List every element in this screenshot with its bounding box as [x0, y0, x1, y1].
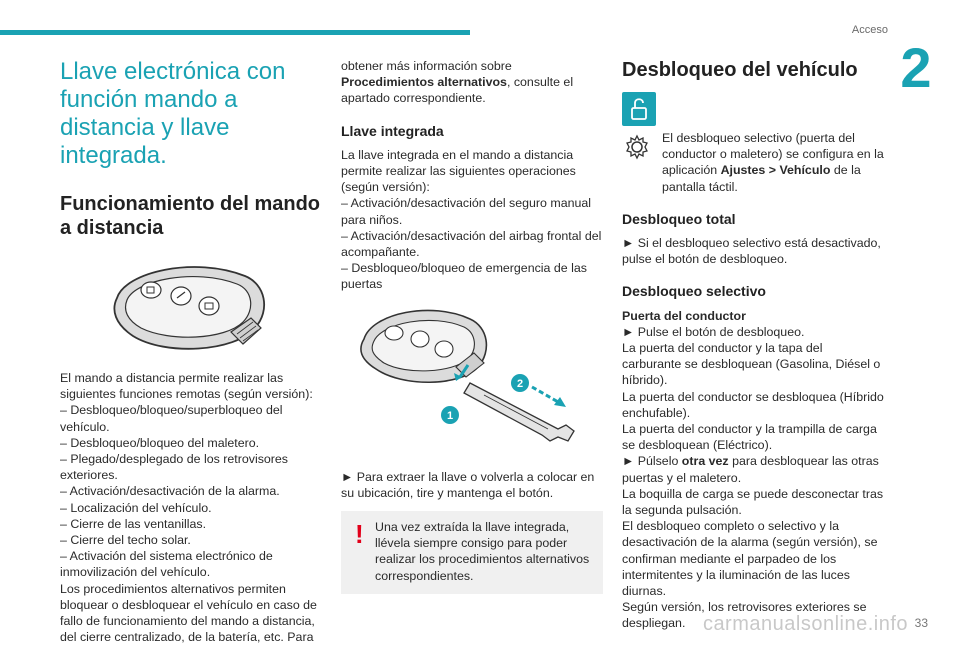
- remote-item: – Activación del sistema electrónico de inmovilización del vehículo.: [60, 549, 273, 580]
- extraction-instruction: ► Para extraer la llave o volverla a colocar en su ubicación, tire y mantenga el botón.: [341, 469, 595, 500]
- unlock-section-title: Desbloqueo del vehículo: [622, 59, 858, 81]
- remote-item: – Localización del vehículo.: [60, 500, 212, 515]
- remote-item: – Activación/desactivación de la alarma.: [60, 484, 280, 499]
- integrated-key-title: Llave integrada: [341, 122, 444, 139]
- total-unlock-text: ► Si el desbloqueo selectivo está desactivado, pulse el botón de desbloqueo.: [622, 236, 881, 267]
- integrated-key-item: – Activación/desactivación del seguro manual para niños.: [341, 196, 592, 227]
- total-unlock-title: Desbloqueo total: [622, 210, 736, 227]
- config-row: [622, 130, 884, 195]
- header-section-title: Acceso: [851, 24, 888, 36]
- press-again-text: ► Púlselo otra vez para desbloquear las otras puertas y el maletero.: [622, 454, 879, 485]
- page-title: Llave electrónica con función mando a distancia y llave integrada.: [60, 58, 286, 169]
- column-right: [622, 58, 884, 632]
- driver-door-label: Puerta del conductor: [622, 308, 746, 323]
- selective-line: La puerta del conductor y la tapa del carburante se desbloquean (Gasolina, Diésel o híbrido).: [622, 341, 881, 388]
- figure-label-1: 1: [446, 409, 454, 422]
- section-remote-title: Funcionamiento del mando a distancia: [60, 193, 321, 239]
- column-left: [60, 58, 320, 645]
- remote-item: – Plegado/desplegado de los retrovisores exteriores.: [60, 452, 288, 483]
- config-text: El desbloqueo selectivo (puerta del conductor o maletero) se configura en la aplicación Ajustes > Vehículo de la pantalla táctil.: [662, 131, 884, 194]
- key-extraction-illustration: [352, 303, 592, 455]
- integrated-key-item: – Desbloqueo/bloqueo de emergencia de las puertas: [341, 261, 587, 292]
- warning-box: [341, 511, 603, 594]
- alternative-procedures-text: Los procedimientos alternativos permiten bloquear o desbloquear el vehículo en caso de fallo de funcionamiento del mando a distancia, del cierre centralizado, de la batería, etc. Para: [60, 581, 317, 645]
- integrated-key-item: – Activación/desactivación del airbag frontal del acompañante.: [341, 228, 602, 260]
- page-number: 33: [914, 616, 928, 630]
- integrated-key-intro: La llave integrada en el mando a distancia permite realizar las siguientes operaciones (según versión):: [341, 147, 576, 195]
- column-middle: [341, 58, 603, 594]
- header-bar: [0, 30, 470, 35]
- figure-label-2: 2: [516, 377, 524, 390]
- remote-item: – Desbloqueo/bloqueo del maletero.: [60, 435, 260, 450]
- remote-item: – Cierre de las ventanillas.: [60, 516, 207, 531]
- chapter-number: 2: [900, 36, 932, 99]
- key-fob-illustration: [105, 258, 275, 354]
- gear-icon: [622, 132, 652, 162]
- continuation-text: obtener más información sobre Procedimientos alternativos, consulte el apartado correspondiente.: [341, 59, 574, 106]
- selective-line: ► Pulse el botón de desbloqueo.: [622, 324, 805, 339]
- remote-item: – Cierre del techo solar.: [60, 533, 191, 548]
- selective-line: La puerta del conductor se desbloquea (Híbrido enchufable).: [622, 389, 884, 420]
- remote-intro: El mando a distancia permite realizar las siguientes funciones remotas (según versión):: [60, 371, 313, 402]
- warning-text: Una vez extraída la llave integrada, llévela siempre consigo para poder realizar los procedimientos alternativos correspondientes.: [375, 520, 590, 583]
- warning-icon: !: [355, 519, 364, 550]
- selective-line: Según versión, los retrovisores exteriores se despliegan.: [622, 600, 867, 631]
- selective-line: La puerta del conductor y la trampilla de carga se desbloquean (Eléctrico).: [622, 422, 877, 453]
- remote-item: – Desbloqueo/bloqueo/superbloqueo del vehículo.: [60, 403, 283, 434]
- unlock-icon: [622, 92, 656, 126]
- selective-line: La boquilla de carga se puede desconectar tras la segunda pulsación.: [622, 486, 884, 518]
- watermark: carmanualsonline.info: [702, 613, 908, 635]
- selective-unlock-title: Desbloqueo selectivo: [622, 283, 766, 300]
- selective-line: El desbloqueo completo o selectivo y la desactivación de la alarma (según versión), se confirman mediante el parpadeo de los intermitentes y la iluminación de las luces diurnas.: [622, 519, 878, 599]
